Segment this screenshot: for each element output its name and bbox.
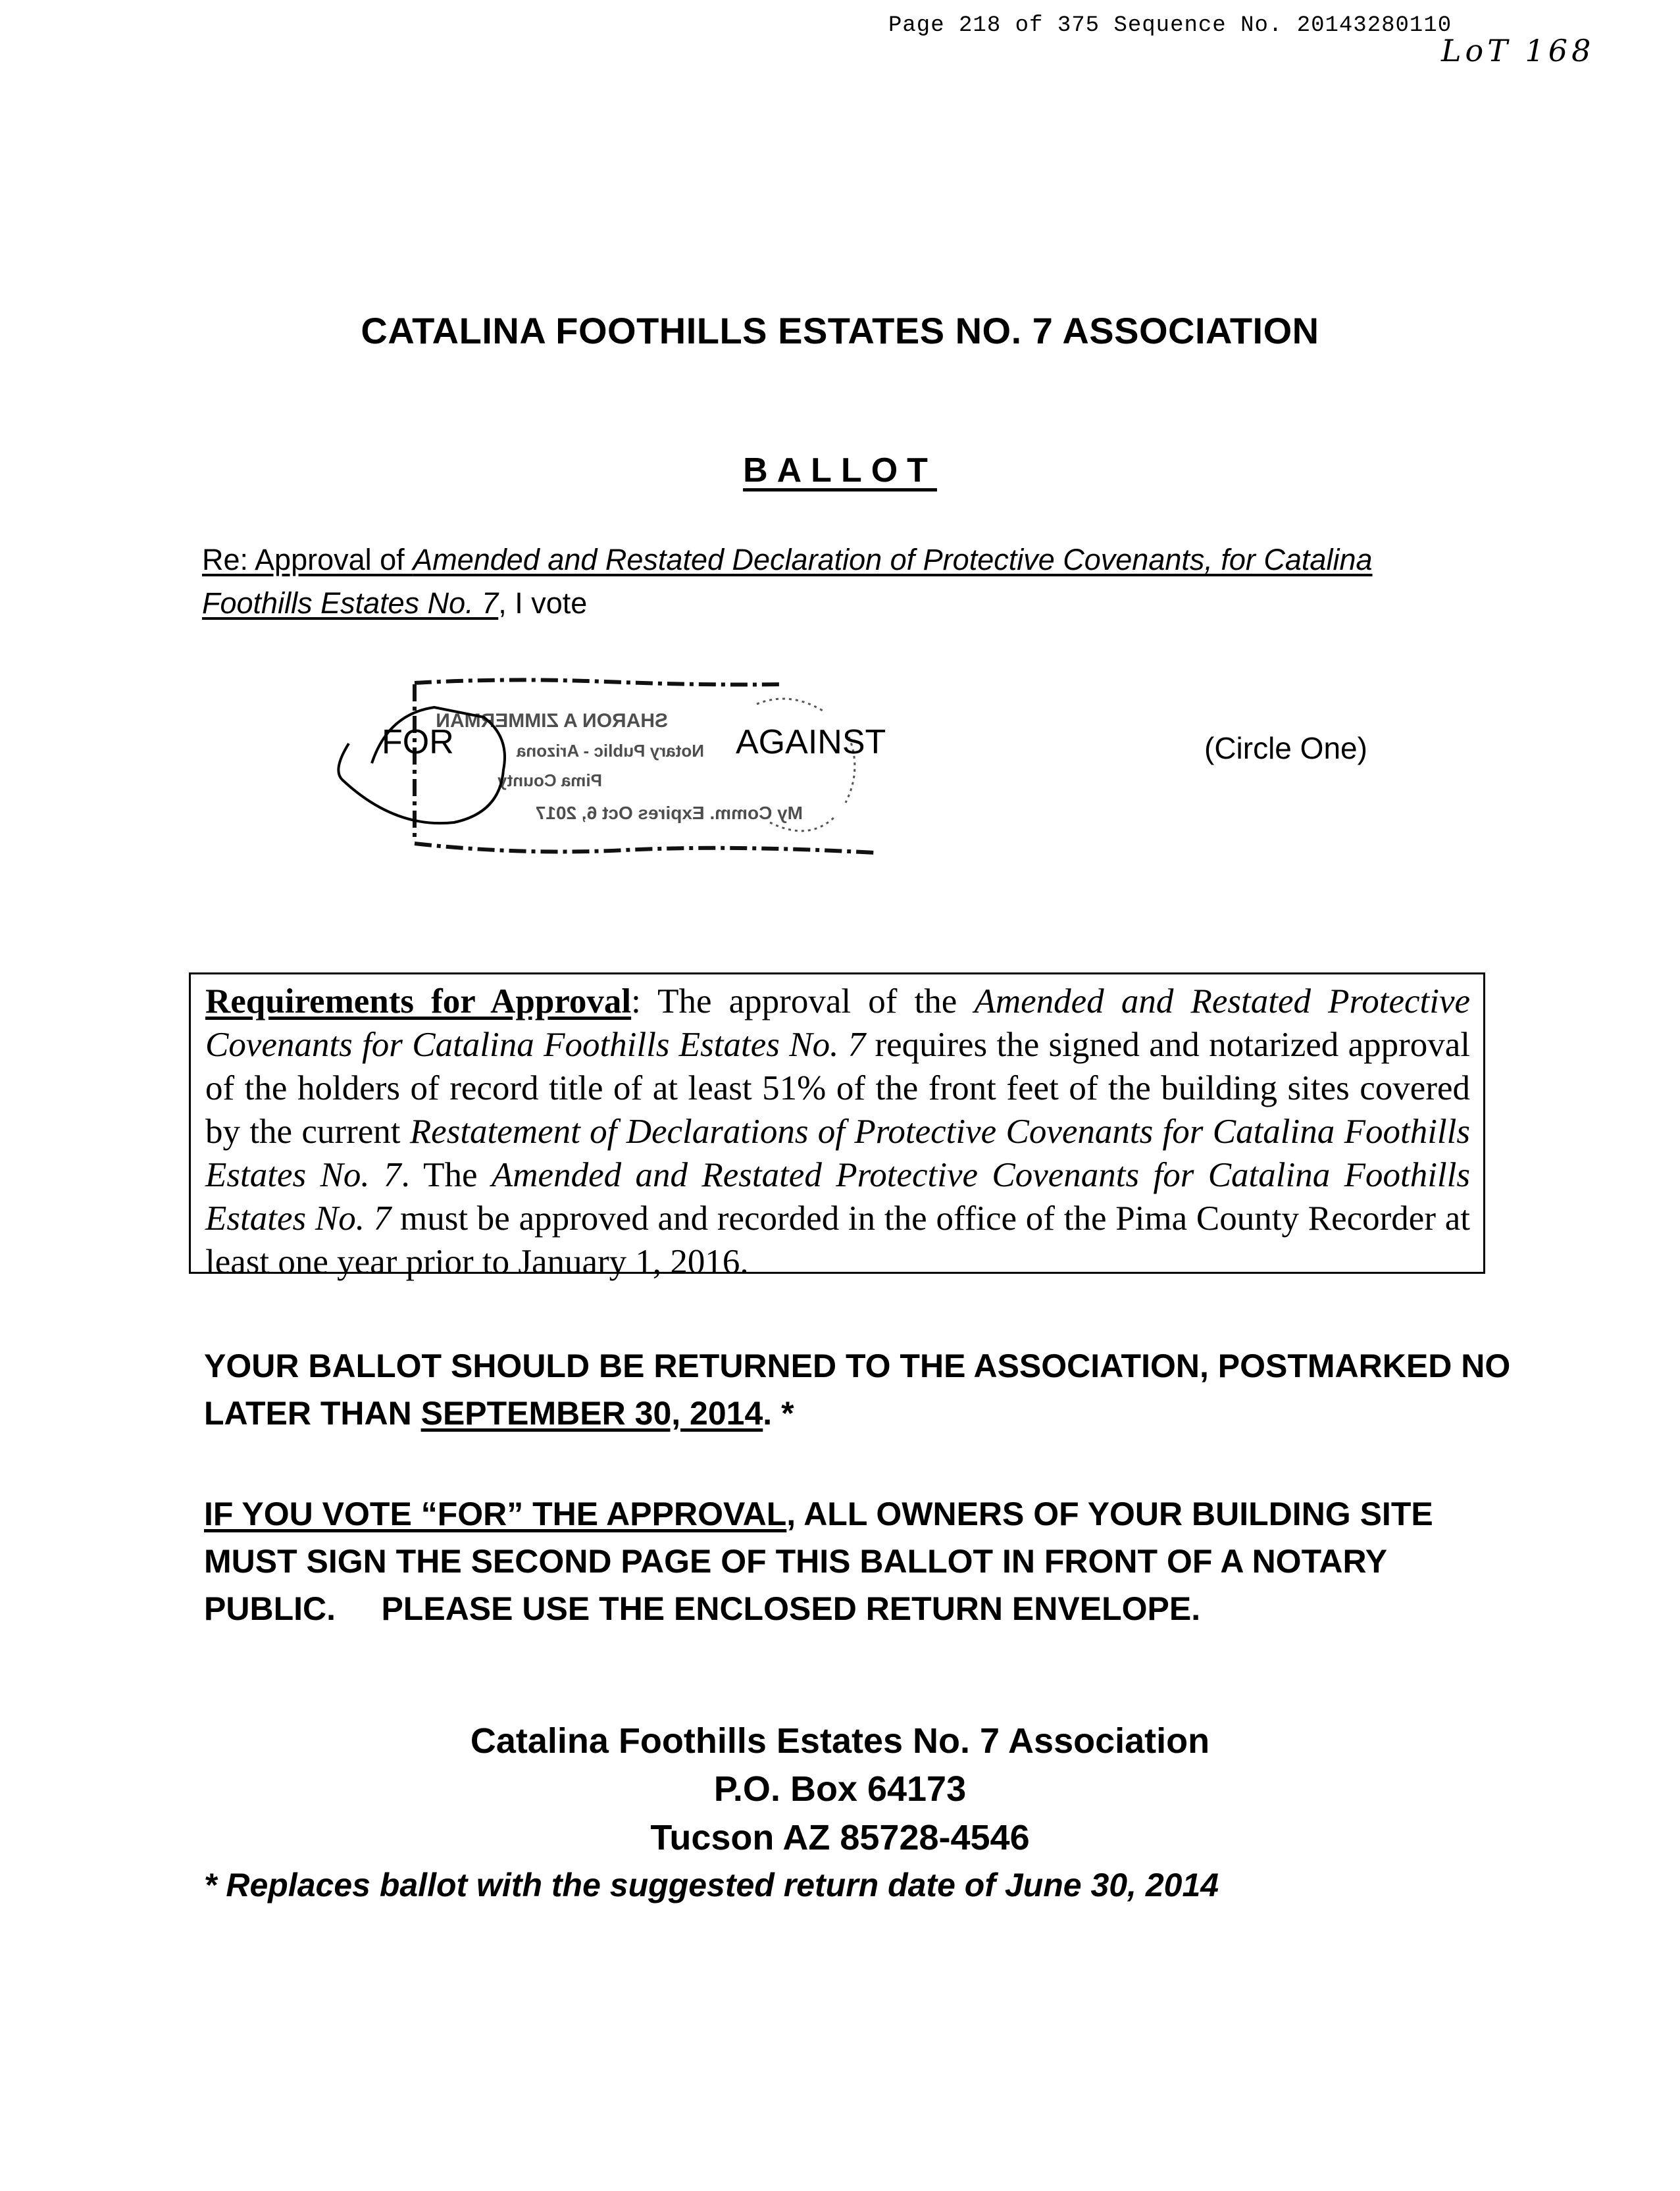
association-title: CATALINA FOOTHILLS ESTATES NO. 7 ASSOCIATION <box>361 310 1319 351</box>
return-suffix: . * <box>763 1395 794 1432</box>
address-name: Catalina Foothills Estates No. 7 Association <box>470 1721 1210 1761</box>
page-sequence-header: Page 218 of 375 Sequence No. 20143280110 <box>888 13 1452 38</box>
requirements-text-2: requires the signed and notarized approval of the holders of record title of at least 51% of the front feet of the building sites covered by the current <box>205 1026 1470 1151</box>
ballot-title-text: BALLOT <box>743 451 937 490</box>
return-prefix: YOUR BALLOT SHOULD BE RETURNED TO THE ASSOCIATION, POSTMARKED NO LATER THAN <box>204 1347 1511 1432</box>
notary-stamp <box>309 665 902 862</box>
address-city: Tucson AZ 85728-4546 <box>650 1818 1030 1857</box>
circle-one-instruction: (Circle One) <box>1204 731 1367 765</box>
requirements-text-3: . The <box>401 1156 492 1194</box>
address-po-box: P.O. Box 64173 <box>713 1769 967 1809</box>
re-document-name: Amended and Restated Declaration of Protective Covenants, for Catalina Foothills Estates No. 7 <box>202 543 1373 620</box>
stamp-line-3: Pima County <box>497 770 602 790</box>
requirements-text-1: : The approval of the <box>631 982 975 1020</box>
notary-signature-notice <box>204 1490 1520 1632</box>
return-date: SEPTEMBER 30, 2014 <box>420 1395 763 1432</box>
handwritten-lot-note: LoT 168 <box>1441 33 1595 68</box>
vote-option-for[interactable]: FOR <box>382 723 454 761</box>
re-suffix: , I vote <box>498 586 588 620</box>
requirements-label: Requirements for Approval <box>205 982 632 1020</box>
re-approval-line <box>202 538 1485 625</box>
stamp-line-1: SHARON A ZIMMERMAN <box>436 710 668 732</box>
stamp-line-4: My Comm. Expires Oct 6, 2017 <box>535 803 803 823</box>
re-prefix: Re: Approval of <box>202 543 413 576</box>
vote-option-against[interactable]: AGAINST <box>736 723 886 761</box>
requirements-text-4: must be approved and recorded in the office of the Pima County Recorder at least one year prior to January 1, 2016. <box>205 1199 1470 1281</box>
stamp-line-2: Notary Public - Arizona <box>516 741 704 761</box>
requirements-italic-1: Amended and Restated Protective Covenants for Catalina Foothills Estates No. 7 <box>205 982 1470 1064</box>
requirements-italic-2: Restatement of Declarations of Protective Covenants for Catalina Foothills Estates No. 7 <box>205 1113 1470 1194</box>
ballot-title <box>0 451 1680 490</box>
return-deadline-notice <box>204 1342 1520 1437</box>
footnote: * Replaces ballot with the suggested return date of June 30, 2014 <box>204 1867 1219 1903</box>
requirements-box <box>189 972 1485 1281</box>
requirements-italic-3: Amended and Restated Protective Covenants for Catalina Foothills Estates No. 7 <box>205 1156 1471 1238</box>
for-vote-rest: , ALL OWNERS OF YOUR BUILDING SITE MUST SIGN THE SECOND PAGE OF THIS BALLOT IN FRONT OF A NOTARY PUBLIC. PLEASE USE THE ENCLOSED RETURN ENVELOPE. <box>204 1496 1442 1627</box>
for-vote-lead: IF YOU VOTE “FOR” THE APPROVAL <box>204 1496 787 1532</box>
